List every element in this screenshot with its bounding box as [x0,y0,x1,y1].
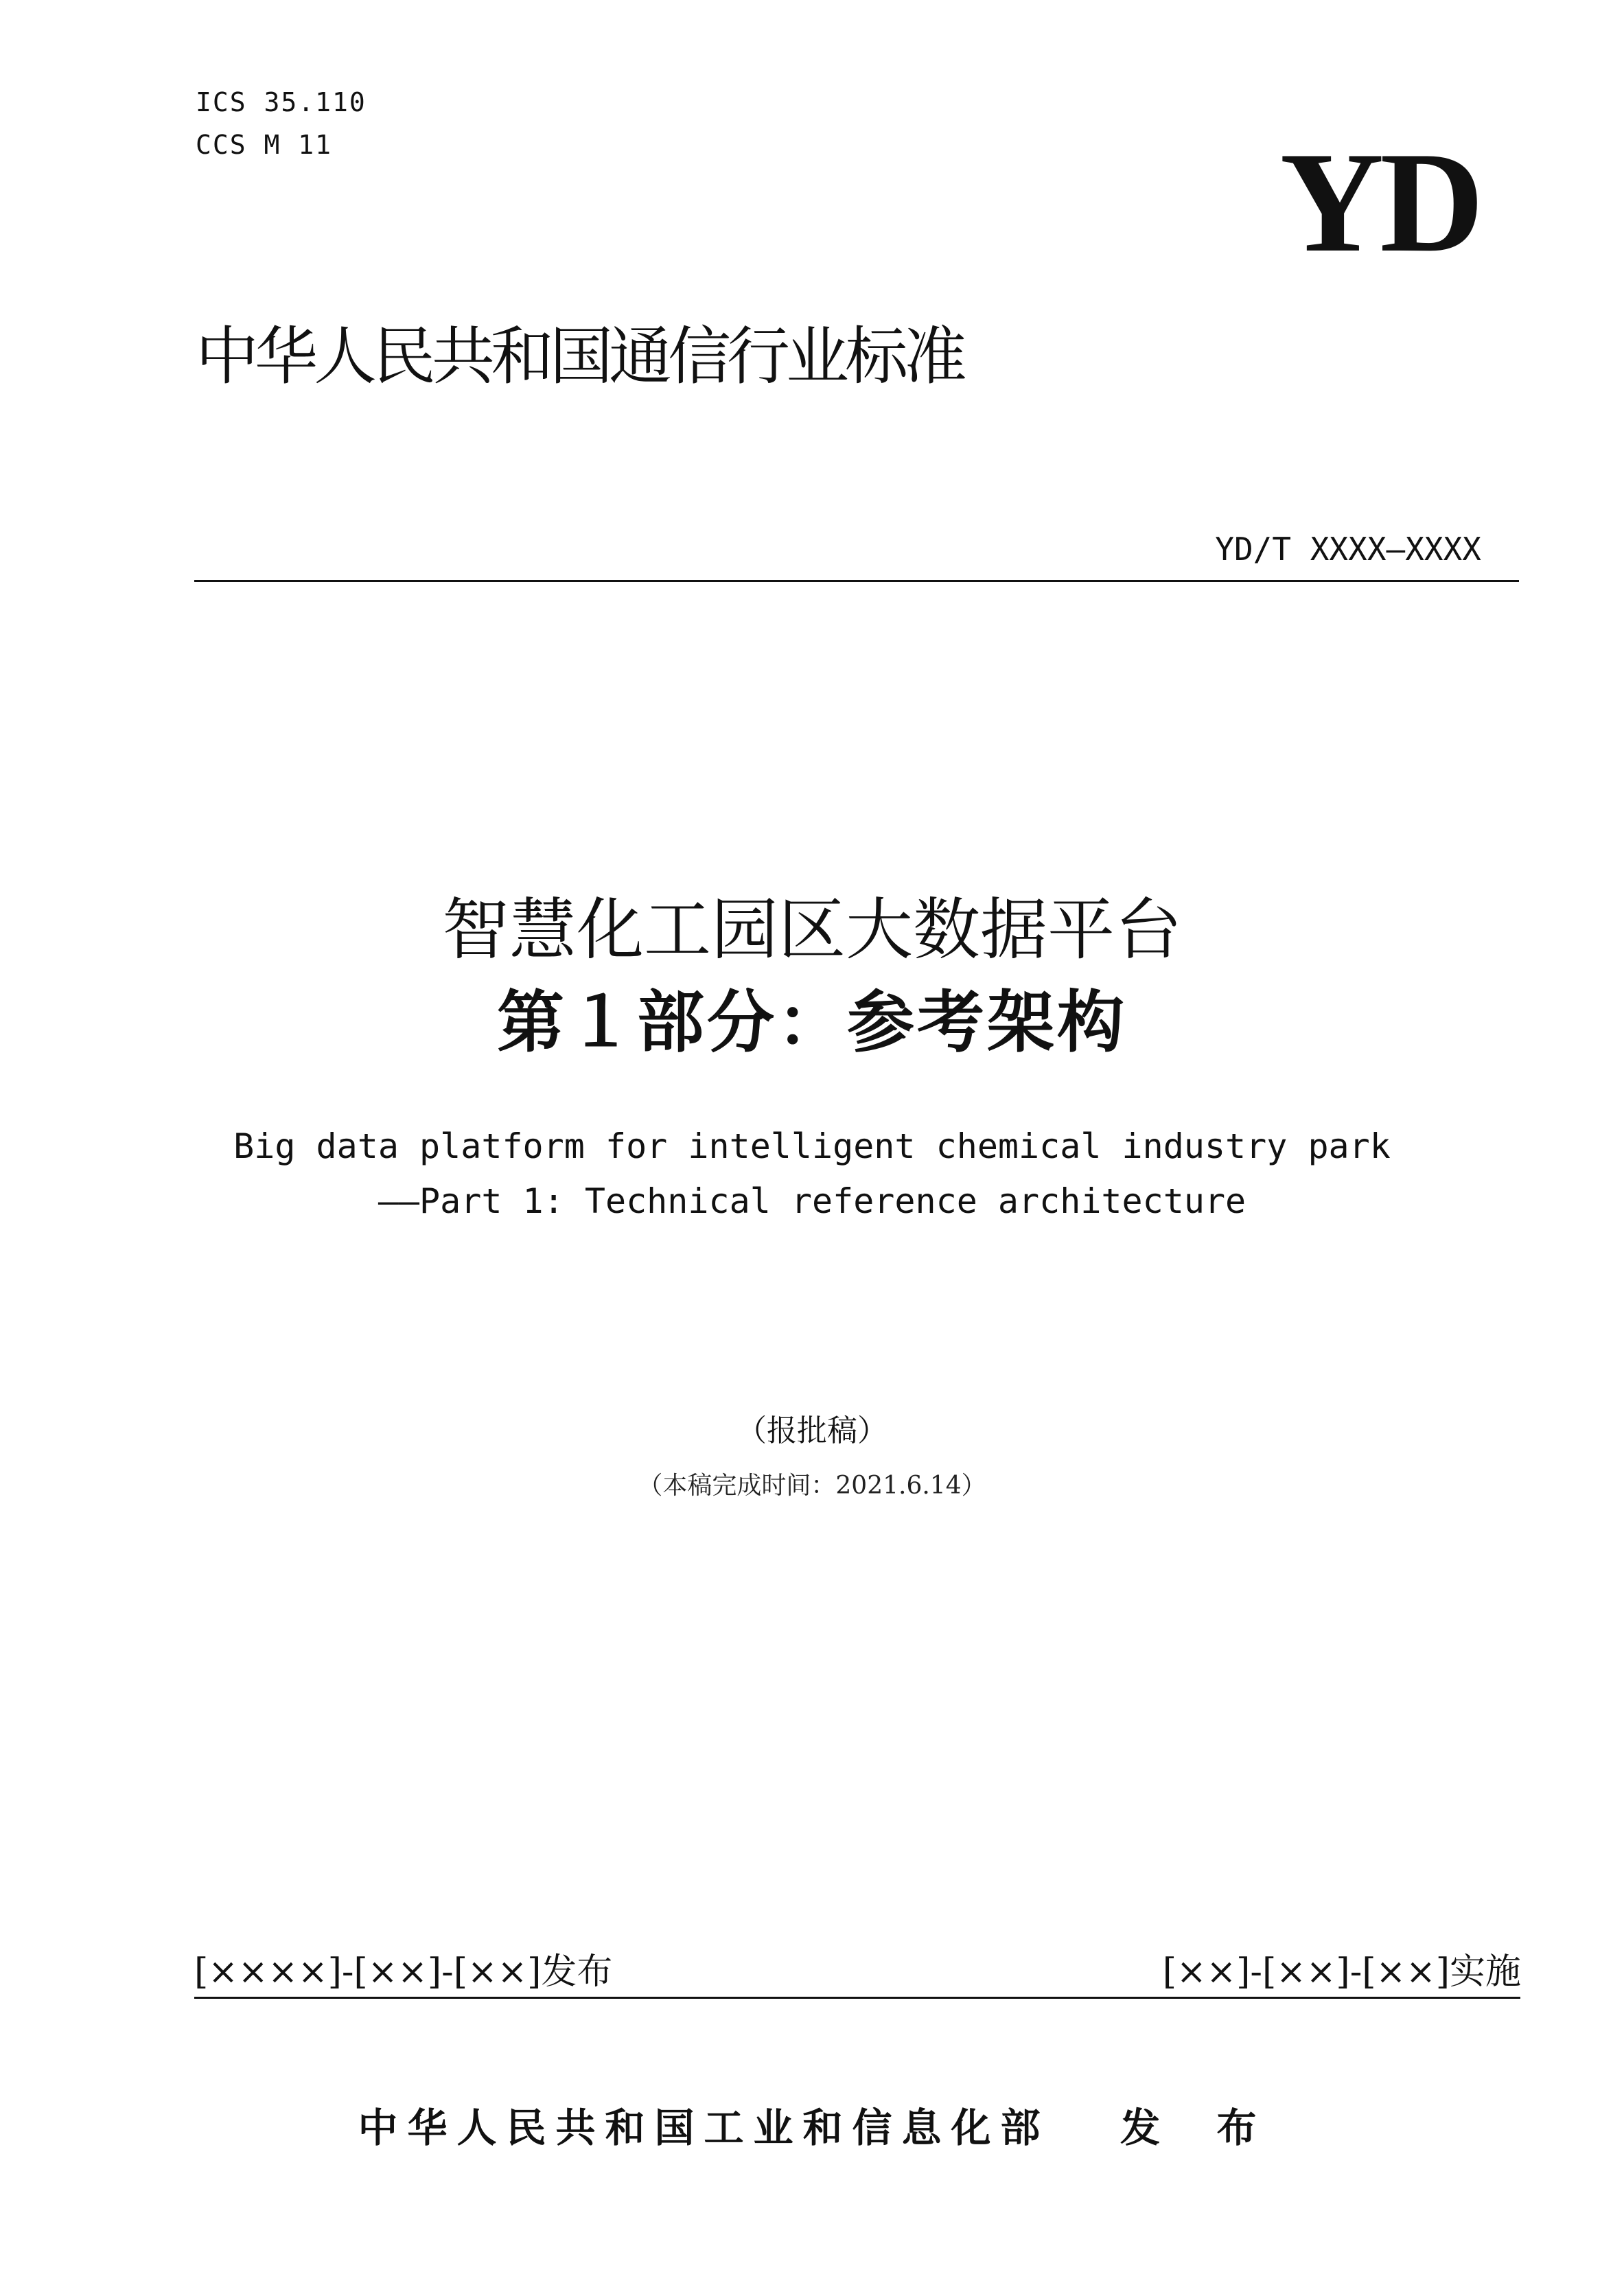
classification-codes [196,81,367,166]
chinese-title-line-1: 智慧化工园区大数据平台 [441,891,1182,969]
english-title-line-2: ——Part 1: Technical reference architecture [378,1181,1246,1221]
header-divider [194,580,1519,582]
yd-logo: YD [1279,123,1480,282]
draft-status: （报批稿） [736,1413,888,1448]
issuing-authority: 中华人民共和国工业和信息化部 发 布 [358,2104,1266,2151]
footer-divider [194,1997,1520,1999]
english-title-line-1: Big data platform for intelligent chemical industry park [233,1126,1391,1166]
standard-number: YD/T XXXX—XXXX [1215,531,1481,568]
ccs-code: CCS M 11 [196,130,333,160]
implement-date: [××]-[××]-[××]实施 [1162,1951,1521,1993]
publish-date: [××××]-[××]-[××]发布 [194,1951,613,1993]
draft-completion-date: （本稿完成时间：2021.6.14） [638,1472,986,1500]
national-standard-title: 中华人民共和国通信行业标准 [196,320,964,393]
chinese-title-line-2: 第１部分：参考架构 [496,984,1127,1062]
ics-code: ICS 35.110 [196,87,367,117]
